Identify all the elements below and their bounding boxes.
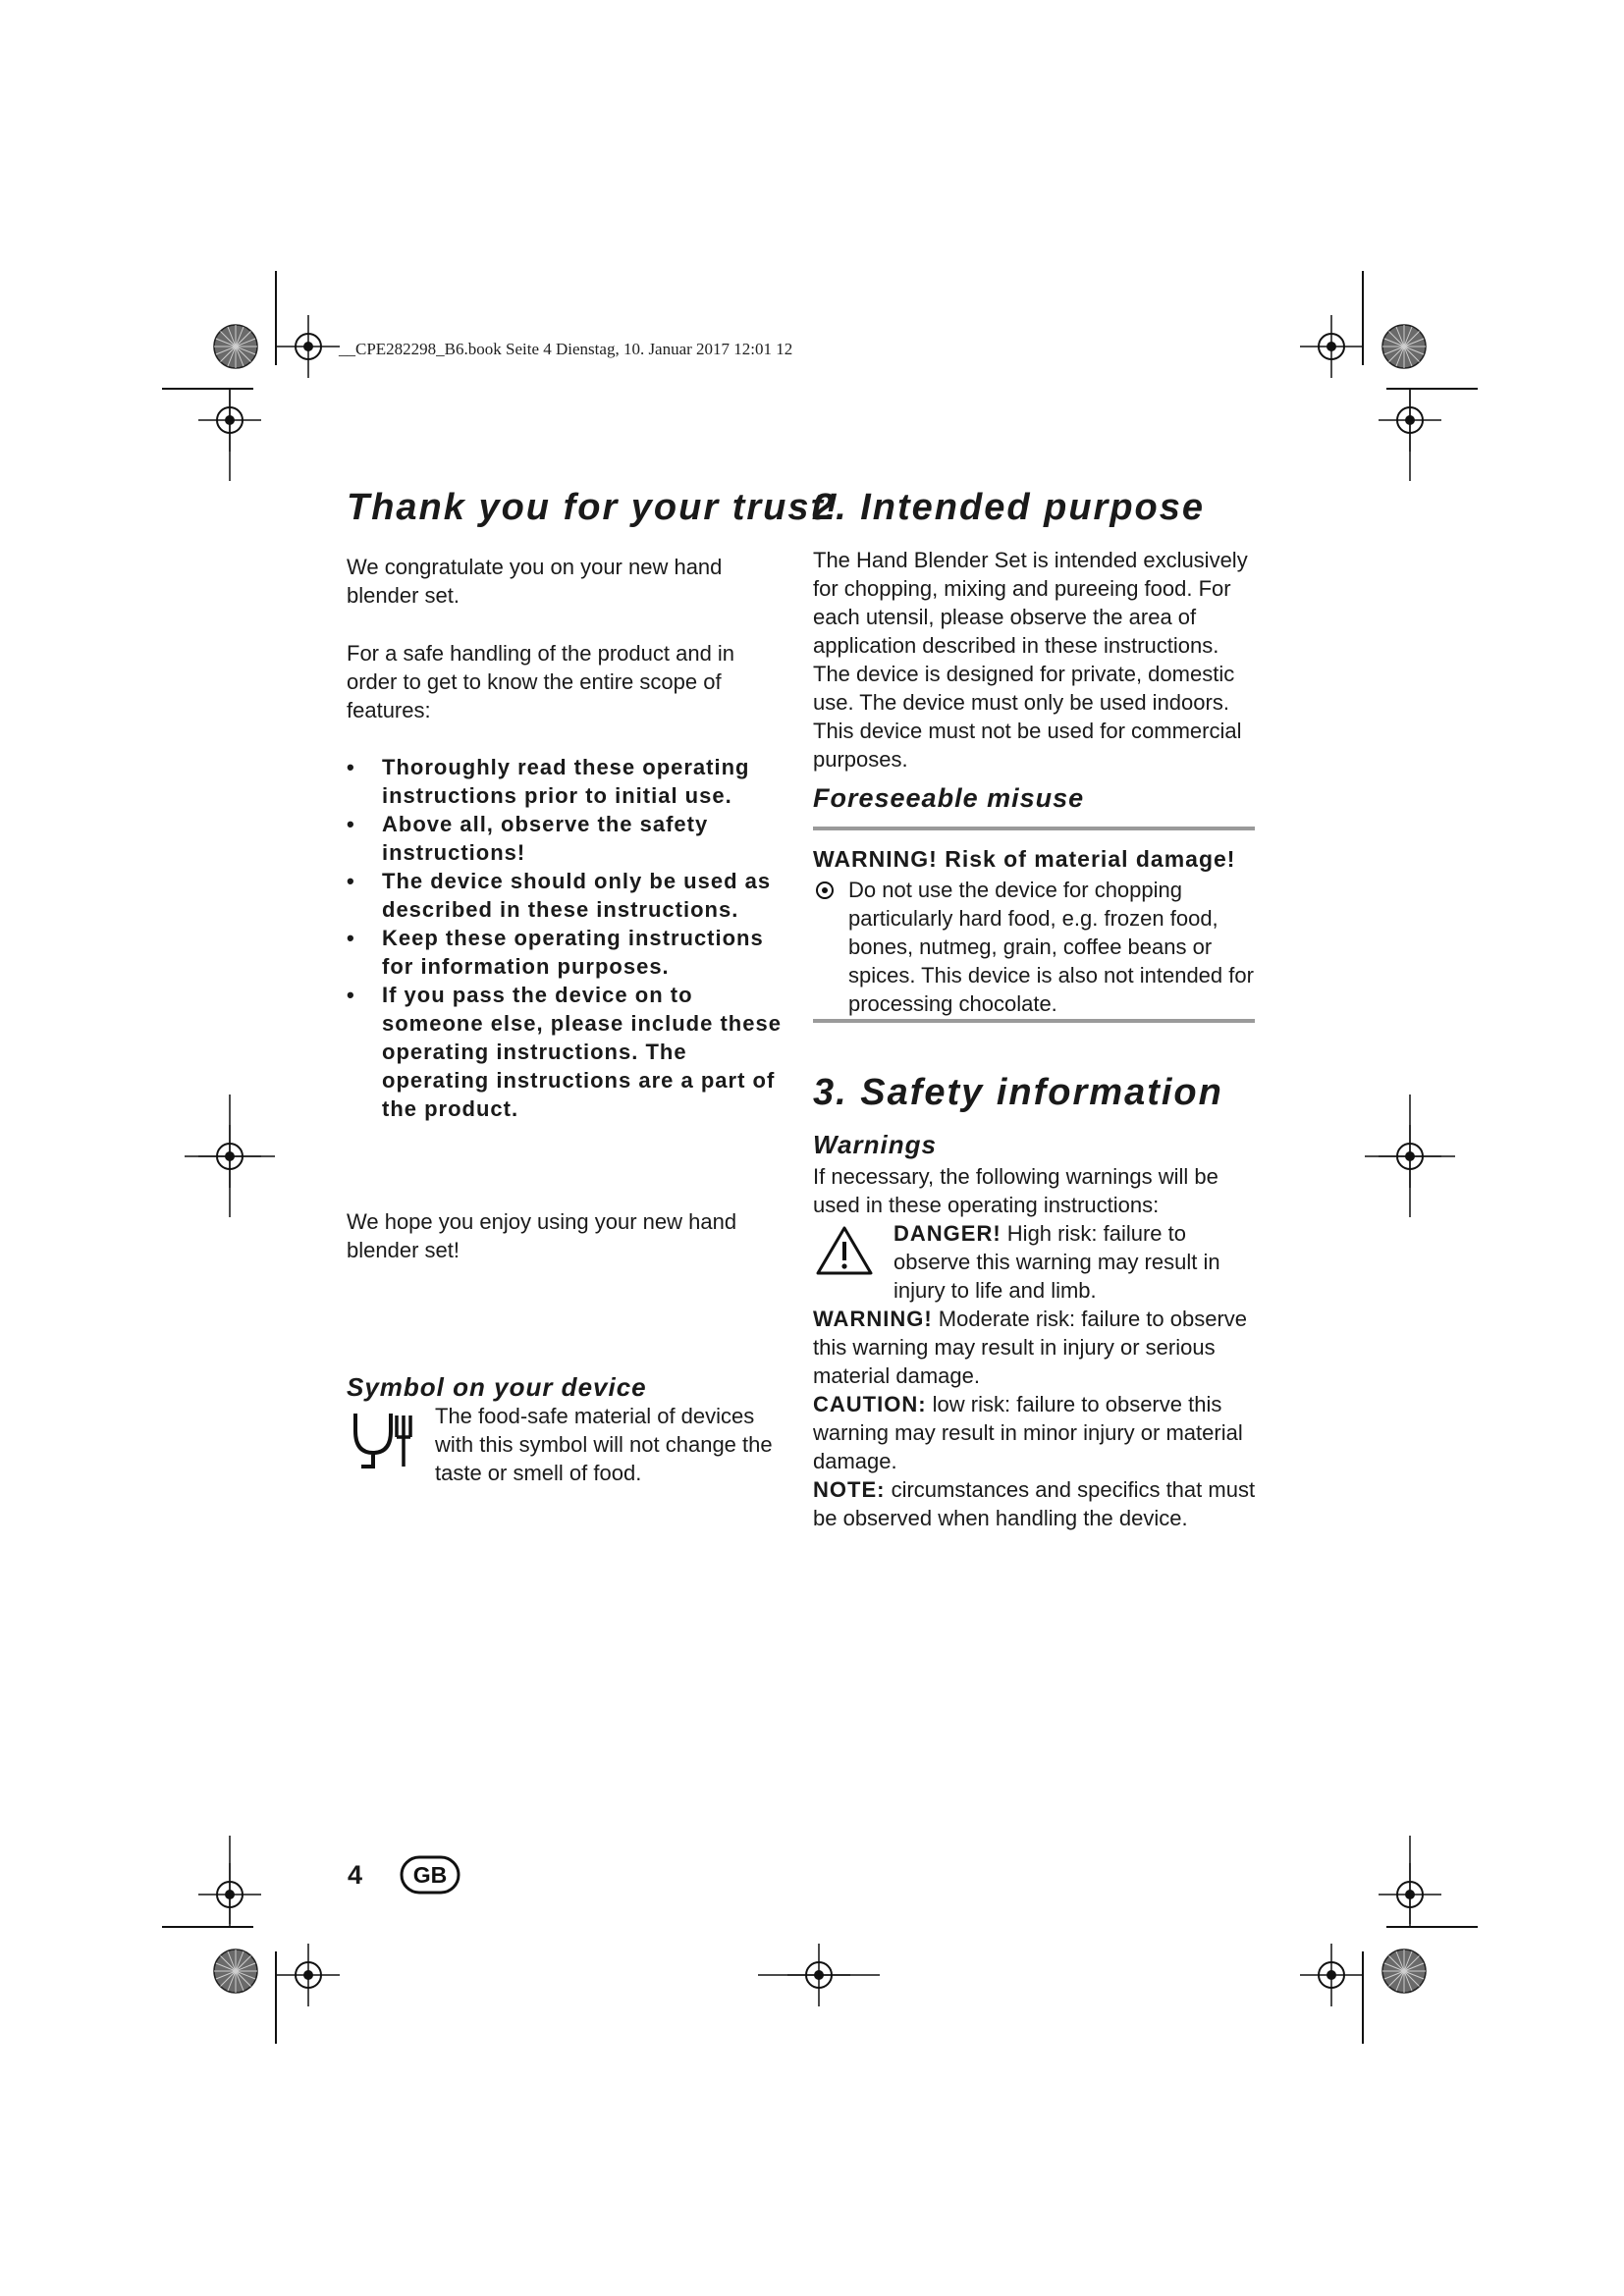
safety-information-title: 3. Safety information	[813, 1072, 1223, 1113]
danger-text: High risk: failure to observe this warning may result in injury to life and limb.	[893, 1221, 1220, 1303]
list-item: • Thoroughly read these operating instructions prior to initial use.	[347, 753, 784, 810]
symbol-description: The food-safe material of devices with this symbol will not change the taste or smell of food.	[435, 1404, 773, 1485]
note-label: NOTE:	[813, 1477, 886, 1502]
caution-definition	[813, 1390, 1257, 1475]
foreseeable-misuse-title: Foreseeable misuse	[813, 783, 1085, 813]
book-file-header: __CPE282298_B6.book Seite 4 Dienstag, 10. Januar 2017 12:01 12	[339, 340, 793, 358]
warning-label: WARNING!	[813, 1307, 933, 1331]
warnings-intro: If necessary, the following warnings will be used in these operating instructions:	[813, 1164, 1218, 1217]
color-bar-icon	[214, 325, 257, 368]
color-bar-icon	[1382, 325, 1426, 368]
registration-mark-icon	[277, 1944, 340, 2006]
danger-label: DANGER!	[893, 1221, 1001, 1246]
symbol-section-title: Symbol on your device	[347, 1372, 647, 1402]
thank-you-lead: For a safe handling of the product and in order to get to know the entire scope of features:	[347, 641, 735, 722]
note-text: circumstances and specifics that must be observed when handling the device.	[813, 1477, 1256, 1530]
registration-mark-icon	[1300, 1944, 1363, 2006]
list-item: • If you pass the device on to someone else, please include these operating instructions. The operating instructions are a part of the product.	[347, 981, 784, 1123]
list-item: • Above all, observe the safety instructions!	[347, 810, 784, 867]
circle-dot-icon	[815, 881, 835, 900]
thank-you-title: Thank you for your trust!	[347, 487, 839, 528]
material-damage-warning-title: WARNING! Risk of material damage!	[813, 846, 1236, 872]
color-bar-icon	[1382, 1949, 1426, 1993]
list-item: • Keep these operating instructions for information purposes.	[347, 924, 784, 981]
page-number: 4	[348, 1860, 363, 1890]
thank-you-intro: We congratulate you on your new hand blender set.	[347, 555, 723, 608]
divider	[813, 1019, 1255, 1023]
list-item: • The device should only be used as described in these instructions.	[347, 867, 784, 924]
registration-mark-icon	[1300, 315, 1363, 378]
misuse-warning-text: Do not use the device for chopping particularly hard food, e.g. frozen food, bones, nutmeg, grain, coffee beans or spices. This device is also not intended for processing chocolate.	[848, 878, 1254, 1016]
caution-text: low risk: failure to observe this warning may result in minor injury or material damage.	[813, 1392, 1243, 1473]
color-bar-icon	[214, 1949, 257, 1993]
danger-definition	[893, 1219, 1257, 1305]
warning-triangle-icon	[815, 1225, 874, 1276]
intended-purpose-text: The Hand Blender Set is intended exclusively for chopping, mixing and pureeing food. For each utensil, please observe the area of application described in these instructions. The device is designed for private, domestic use. The device must only be used indoors. This device must not be used for commercial purposes.	[813, 548, 1248, 772]
registration-mark-icon	[277, 315, 340, 378]
intended-purpose-title: 2. Intended purpose	[813, 487, 1206, 528]
food-safe-icon	[352, 1410, 416, 1470]
instruction-bullet-list	[347, 753, 784, 1123]
language-code: GB	[412, 1862, 448, 1888]
warnings-subtitle: Warnings	[813, 1130, 937, 1159]
divider	[813, 827, 1255, 830]
thank-you-closing: We hope you enjoy using your new hand blender set!	[347, 1209, 737, 1262]
warning-text: Moderate risk: failure to observe this warning may result in injury or serious material damage.	[813, 1307, 1248, 1388]
note-definition	[813, 1475, 1257, 1532]
warning-definition	[813, 1305, 1257, 1390]
language-badge	[400, 1855, 460, 1895]
caution-label: CAUTION:	[813, 1392, 927, 1416]
